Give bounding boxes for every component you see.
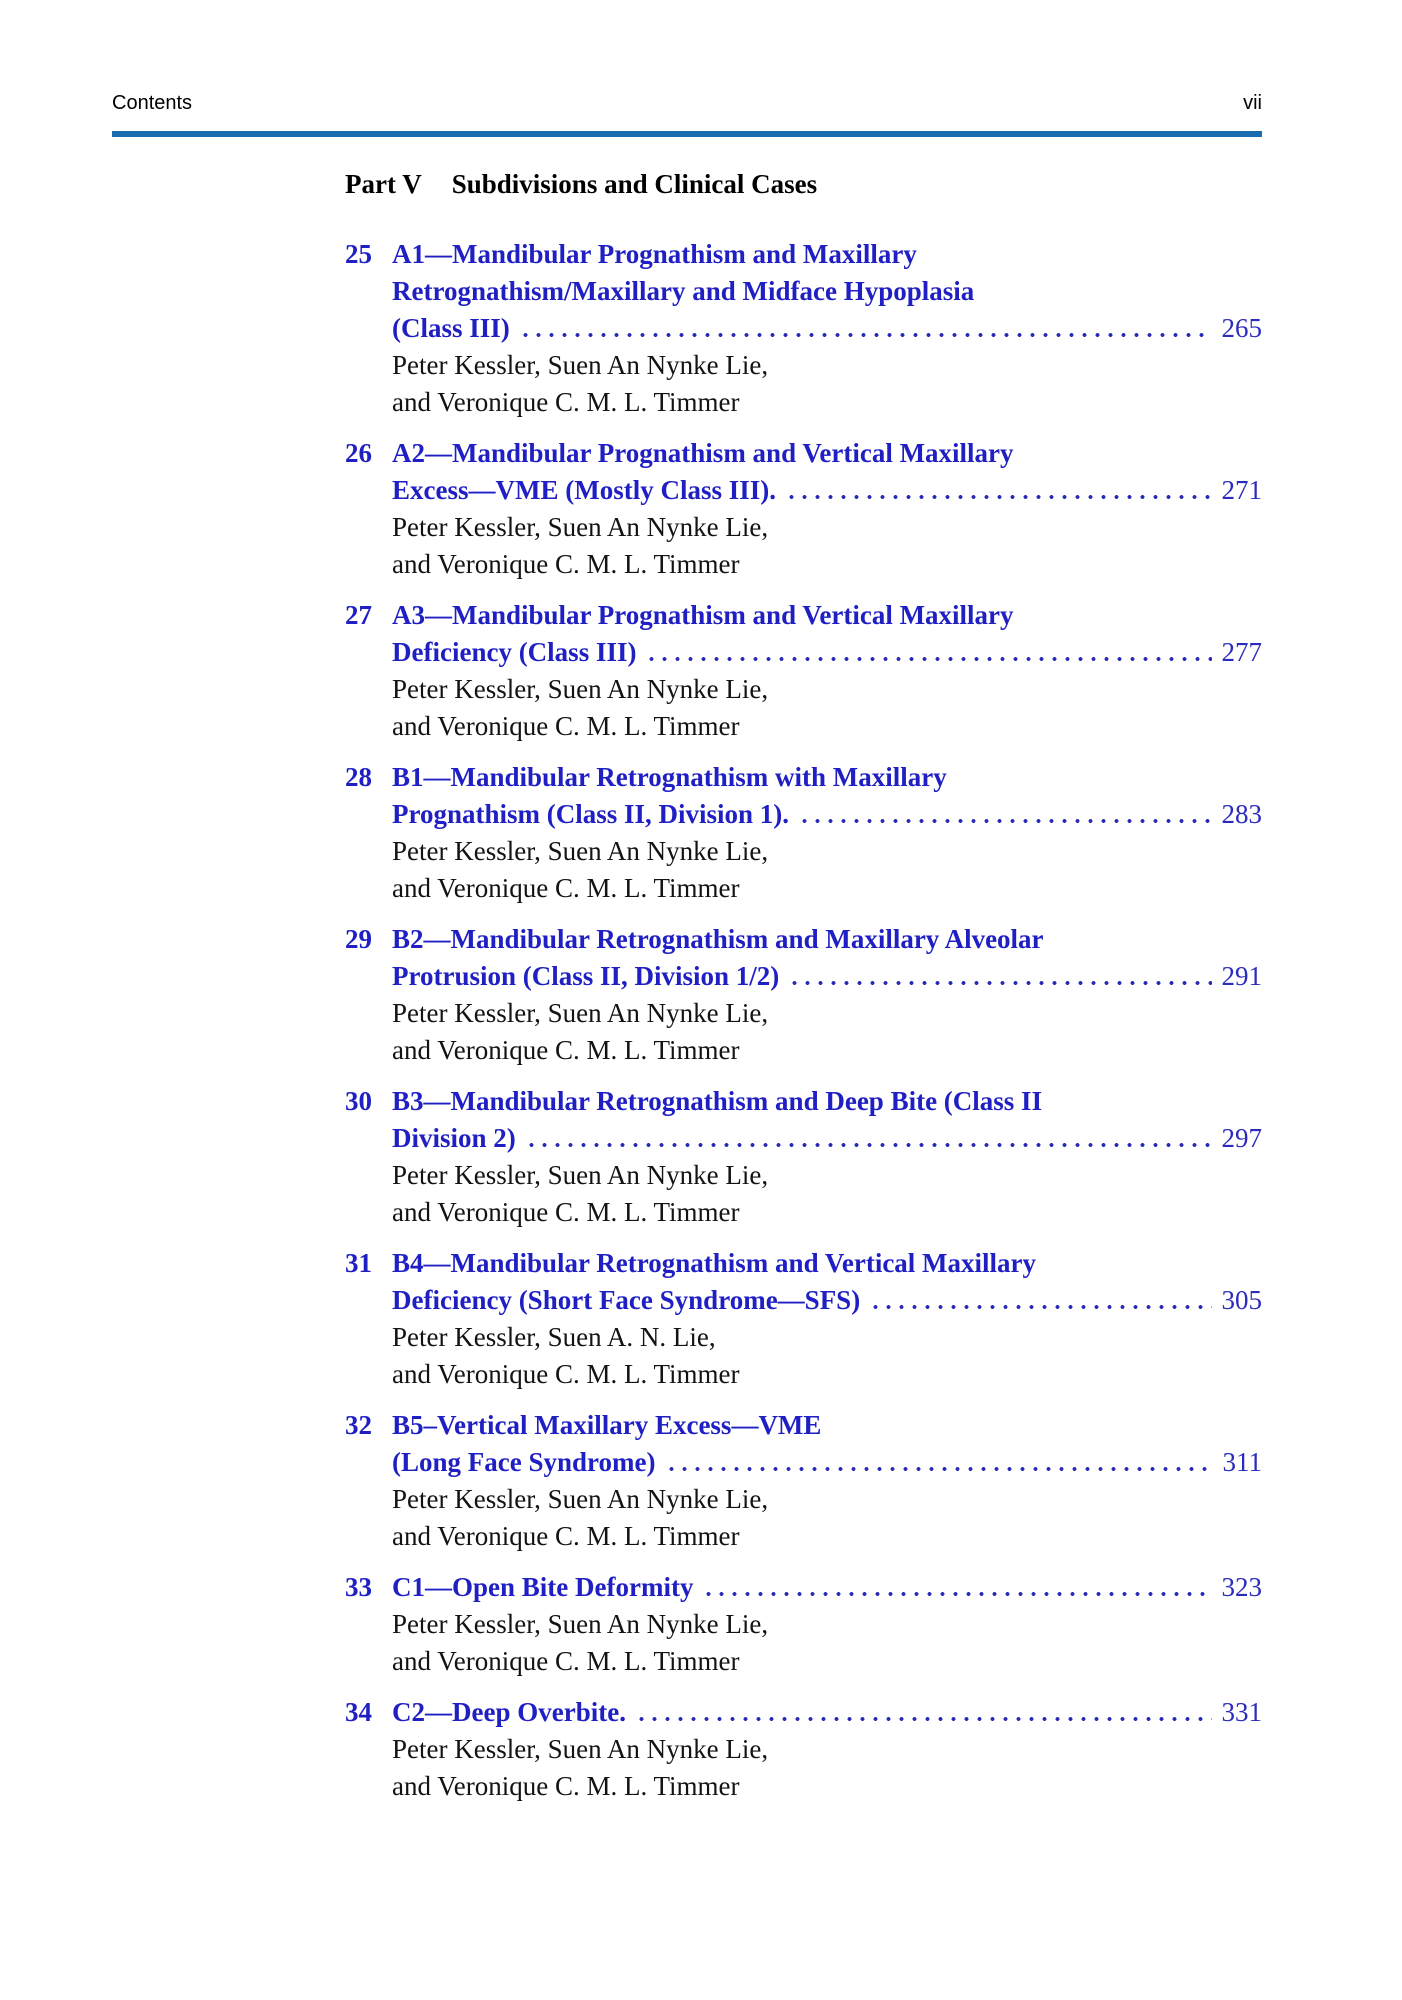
entry-author-line: and Veronique C. M. L. Timmer	[392, 873, 740, 903]
entry-page-number: 297	[1221, 1123, 1262, 1153]
toc-entry	[345, 435, 1262, 583]
entry-title-text: (Class III)	[392, 313, 510, 343]
entry-title-line: A3—Mandibular Prognathism and Vertical Maxillary	[392, 600, 1014, 630]
entry-body	[392, 597, 1262, 745]
entry-author-line: Peter Kessler, Suen An Nynke Lie,	[392, 1609, 769, 1639]
entry-page-number: 265	[1221, 313, 1262, 343]
entry-title-last-line	[392, 958, 1262, 995]
toc-entry	[345, 1569, 1262, 1680]
dot-leader	[633, 1694, 1212, 1731]
entry-author-line: and Veronique C. M. L. Timmer	[392, 1771, 740, 1801]
toc-entry	[345, 1083, 1262, 1231]
entry-authors	[392, 1157, 1262, 1231]
chapter-number: 34	[345, 1697, 372, 1727]
entry-title-last-line	[392, 1282, 1262, 1319]
entry-body	[392, 435, 1262, 583]
dot-leader	[700, 1569, 1211, 1606]
entry-author-line: Peter Kessler, Suen An Nynke Lie,	[392, 674, 769, 704]
entry-title-lines	[392, 1407, 1262, 1444]
dot-leader	[643, 634, 1211, 671]
toc-entry	[345, 236, 1262, 421]
entry-page-number: 331	[1221, 1697, 1262, 1727]
entry-title-last-line	[392, 472, 1262, 509]
dot-leader	[523, 1120, 1212, 1157]
chapter-number: 26	[345, 438, 372, 468]
toc-list	[345, 236, 1262, 1805]
table-of-contents	[345, 166, 1262, 1819]
entry-author-line: and Veronique C. M. L. Timmer	[392, 387, 740, 417]
entry-title-line: B4—Mandibular Retrognathism and Vertical Maxillary	[392, 1248, 1037, 1278]
dot-leader	[517, 310, 1212, 347]
entry-authors	[392, 1481, 1262, 1555]
entry-author-line: Peter Kessler, Suen An Nynke Lie,	[392, 998, 769, 1028]
entry-authors	[392, 1731, 1262, 1805]
entry-author-line: and Veronique C. M. L. Timmer	[392, 1197, 740, 1227]
toc-entry	[345, 1694, 1262, 1805]
entry-title-last-line	[392, 1120, 1262, 1157]
entry-author-line: Peter Kessler, Suen An Nynke Lie,	[392, 1734, 769, 1764]
entry-title-text: C1—Open Bite Deformity	[392, 1572, 694, 1602]
entry-title-text: Deficiency (Class III)	[392, 637, 637, 667]
entry-title-lines	[392, 597, 1262, 634]
header-divider-rule	[112, 131, 1262, 137]
entry-title-text: Deficiency (Short Face Syndrome—SFS)	[392, 1285, 861, 1315]
entry-page-number: 291	[1221, 961, 1262, 991]
entry-title-text: Excess—VME (Mostly Class III).	[392, 475, 776, 505]
entry-author-line: and Veronique C. M. L. Timmer	[392, 1359, 740, 1389]
entry-title-last-line	[392, 1569, 1262, 1606]
entry-authors	[392, 995, 1262, 1069]
entry-title-text: C2—Deep Overbite.	[392, 1697, 626, 1727]
entry-authors	[392, 833, 1262, 907]
page-header	[112, 92, 1262, 115]
entry-title-line: B1—Mandibular Retrognathism with Maxillary	[392, 762, 947, 792]
toc-entry	[345, 1407, 1262, 1555]
entry-body	[392, 1694, 1262, 1805]
chapter-number: 28	[345, 762, 372, 792]
dot-leader	[867, 1282, 1211, 1319]
entry-title-lines	[392, 435, 1262, 472]
entry-body	[392, 921, 1262, 1069]
toc-entry	[345, 1245, 1262, 1393]
entry-title-line: A1—Mandibular Prognathism and Maxillary	[392, 239, 917, 269]
chapter-number: 29	[345, 924, 372, 954]
page-folio: vii	[1243, 92, 1262, 114]
toc-entry	[345, 921, 1262, 1069]
entry-author-line: Peter Kessler, Suen A. N. Lie,	[392, 1322, 716, 1352]
entry-body	[392, 1245, 1262, 1393]
entry-authors	[392, 1606, 1262, 1680]
entry-title-last-line	[392, 310, 1262, 347]
dot-leader	[786, 958, 1211, 995]
entry-authors	[392, 671, 1262, 745]
entry-page-number: 305	[1221, 1285, 1262, 1315]
part-label: Part V	[345, 169, 422, 199]
entry-author-line: and Veronique C. M. L. Timmer	[392, 549, 740, 579]
entry-author-line: and Veronique C. M. L. Timmer	[392, 1035, 740, 1065]
dot-leader	[783, 472, 1212, 509]
entry-author-line: and Veronique C. M. L. Timmer	[392, 1521, 740, 1551]
entry-author-line: Peter Kessler, Suen An Nynke Lie,	[392, 512, 769, 542]
chapter-number: 33	[345, 1572, 372, 1602]
entry-body	[392, 759, 1262, 907]
entry-author-line: and Veronique C. M. L. Timmer	[392, 1646, 740, 1676]
entry-body	[392, 1083, 1262, 1231]
entry-page-number: 277	[1221, 637, 1262, 667]
entry-title-text: Division 2)	[392, 1123, 516, 1153]
chapter-number: 31	[345, 1248, 372, 1278]
entry-page-number: 283	[1221, 799, 1262, 829]
toc-entry	[345, 759, 1262, 907]
entry-title-lines	[392, 1083, 1262, 1120]
entry-title-last-line	[392, 634, 1262, 671]
entry-title-line: A2—Mandibular Prognathism and Vertical Maxillary	[392, 438, 1014, 468]
entry-body	[392, 236, 1262, 421]
entry-title-text: Prognathism (Class II, Division 1).	[392, 799, 790, 829]
entry-title-line: B5–Vertical Maxillary Excess—VME	[392, 1410, 822, 1440]
running-head: Contents	[112, 92, 193, 114]
dot-leader	[796, 796, 1211, 833]
entry-author-line: Peter Kessler, Suen An Nynke Lie,	[392, 836, 769, 866]
entry-author-line: Peter Kessler, Suen An Nynke Lie,	[392, 350, 769, 380]
part-heading	[345, 166, 1262, 203]
entry-title-text: (Long Face Syndrome)	[392, 1447, 656, 1477]
entry-author-line: Peter Kessler, Suen An Nynke Lie,	[392, 1160, 769, 1190]
entry-title-lines	[392, 921, 1262, 958]
entry-title-lines	[392, 759, 1262, 796]
chapter-number: 25	[345, 239, 372, 269]
toc-entry	[345, 597, 1262, 745]
entry-author-line: and Veronique C. M. L. Timmer	[392, 711, 740, 741]
entry-title-line: B2—Mandibular Retrognathism and Maxillary Alveolar	[392, 924, 1044, 954]
entry-body	[392, 1569, 1262, 1680]
entry-title-last-line	[392, 1444, 1262, 1481]
entry-title-lines	[392, 236, 1262, 310]
entry-page-number: 271	[1221, 475, 1262, 505]
entry-title-last-line	[392, 796, 1262, 833]
entry-page-number: 311	[1222, 1447, 1262, 1477]
entry-authors	[392, 1319, 1262, 1393]
entry-authors	[392, 347, 1262, 421]
entry-body	[392, 1407, 1262, 1555]
entry-page-number: 323	[1221, 1572, 1262, 1602]
entry-title-text: Protrusion (Class II, Division 1/2)	[392, 961, 780, 991]
entry-title-lines	[392, 1245, 1262, 1282]
dot-leader	[663, 1444, 1213, 1481]
chapter-number: 30	[345, 1086, 372, 1116]
entry-title-line: Retrognathism/Maxillary and Midface Hypoplasia	[392, 276, 975, 306]
entry-title-last-line	[392, 1694, 1262, 1731]
part-title: Subdivisions and Clinical Cases	[451, 169, 818, 199]
chapter-number: 32	[345, 1410, 372, 1440]
entry-author-line: Peter Kessler, Suen An Nynke Lie,	[392, 1484, 769, 1514]
entry-authors	[392, 509, 1262, 583]
chapter-number: 27	[345, 600, 372, 630]
entry-title-line: B3—Mandibular Retrognathism and Deep Bite (Class II	[392, 1086, 1043, 1116]
